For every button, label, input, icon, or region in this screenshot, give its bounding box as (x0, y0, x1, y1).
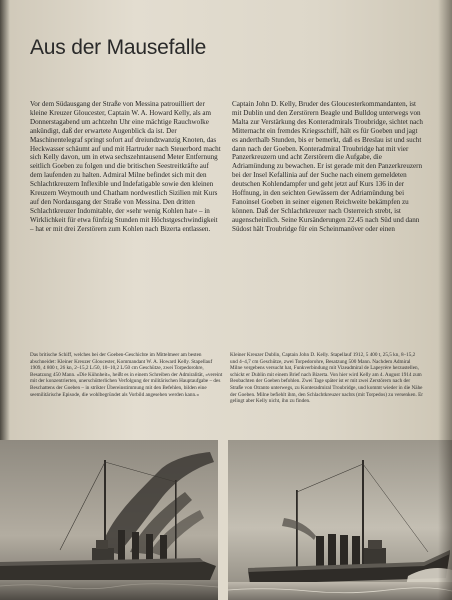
body-column-left (30, 100, 222, 234)
photo-gloucester (0, 440, 218, 600)
ship-photo-gloucester-image (0, 440, 218, 600)
body-paragraph-right: Captain John D. Kelly, Bruder des Gloucesterkommandanten, ist mit Dublin und den Zerstörern Beagle und Bulldog unterwegs von Malta zur Verstärkung des Konteradmirals Troubridge, sichtet nach Mitternacht ein fremdes Kriegsschiff, hält es für Goeben und jagt es anderthalb Stunden, bis er bemerkt, daß es Breslau ist und sucht dann nach der Goeben. Konteradmiral Troubridge hat mit vier Panzerkreuzern und acht Zerstörern die Aufgabe, die Adriamündung zu bewachen. Er ist gerade mit den Panzerkreuzern bei der Insel Kefallinia auf der Suche nach einem gemeldeten deutschen Kohlendampfer und geht jetzt auf Kurs 136 in der Hoffnung, in den seichten Gewässern der Adriamündung bei Fanoinsel Goeben in seiner eigenen Reichweite bekämpfen zu können. Daß der Schlachtkreuzer nach Osterreich strebt, ist augenscheinlich. Seine Kursänderungen 22.45 nach Süd und dann Südost hält Troubridge für ein Scheinmanöver oder einen (232, 100, 423, 233)
photo-caption-right: Kleiner Kreuzer Dublin, Captain John D. Kelly. Stapellauf 1912, 5 400 t, 25,5 kn, 8–15,2 und 4–4,7 cm Geschütze, zwei Torpedorohre, Besatzung 500 Mann. Nachdem Admiral Milne vergebens versucht hat, Funkverbindung mit Vizeadmiral de Lapeyrère herzustellen, schickt er Dublin mit einem Brief nach Bizerta. Von hier wird Kelly am 4. August 1914 zum Beobachten der Goeben befohlen. Zwei Tage später ist er mit zwei Zerstörern nach der Straße von Otranto unterwegs, zu Konteradmiral Troubridge, und kommt wieder in die Nähe der Goeben. Milne befiehlt ihm, den Schlachtkreuzer nachts (mit Torpedos) zu versenken. Er gelingt aber Kelly nicht, ihn zu finden. (230, 352, 423, 405)
body-column-right (232, 100, 424, 234)
page-edge-shadow (438, 0, 452, 600)
body-paragraph-left: Vor dem Südausgang der Straße von Messina patrouilliert der kleine Kreuzer Gloucester, Captain W. A. Howard Kelly, als am Donnerstagabend um achtzehn Uhr eine mächtige Rauchwolke ankündigt, daß der erwartete Augenblick da ist. Der Maschinentelegraf springt sofort auf dreiundzwanzig Knoten, das Heckwasser schäumt auf und mit Hartruder nach Steuerbord macht sich Kelly davon, um in etwa sechszehntausend Meter Entfernung seitlich Goeben zu folgen und die britischen Seestreitkräfte auf dem laufenden zu halten. Admiral Milne befindet sich mit den Schlachtkreuzern Inflexible und Indefatigable sowie den kleinen Kreuzern Weymouth und Chatham nordwestlich Sizilien mit Kurs auf den Nordausgang der Straße von Messina. Den dritten Schlachtkreuzer Indomitable, der »sehr wenig Kohlen hat« – in Wirklichkeit für etwa fünfzig Stunden mit Höchstgeschwindigkeit – hat er mit drei Zerstörern zum Kohlen nach Bizerta entlassen. (30, 100, 221, 233)
page-title: Aus der Mausefalle (30, 36, 207, 59)
ship-photo-dublin-image (228, 440, 452, 600)
photo-caption-left: Das britische Schiff, welches bei der Goeben-Geschichte im Mittelmeer am besten abschneidet: Kleiner Kreuzer Gloucester, Kommandant W. A. Howard Kelly. Stapellauf 1909, 4 800 t, 26 kn, 2–15,2 L/50, 10–10,2 L/50 cm Geschütze, zwei Torpedorohre, Besatzung 450 Mann. »Die Kühnheit«, heißt es in einem Schreiben der Admiralität, »vereint mit der konzentrierten, unerschütterlichen Verfolgung der militärischen Hauptaufgabe – des Beschattens der Goeben – in strikter Übereinstimmung mit den Befehlen, bilden eine seemilitärische Episode, die wohlbegründet als Vorbild angesehen werden kann.« (30, 352, 223, 398)
photo-dublin (228, 440, 452, 600)
